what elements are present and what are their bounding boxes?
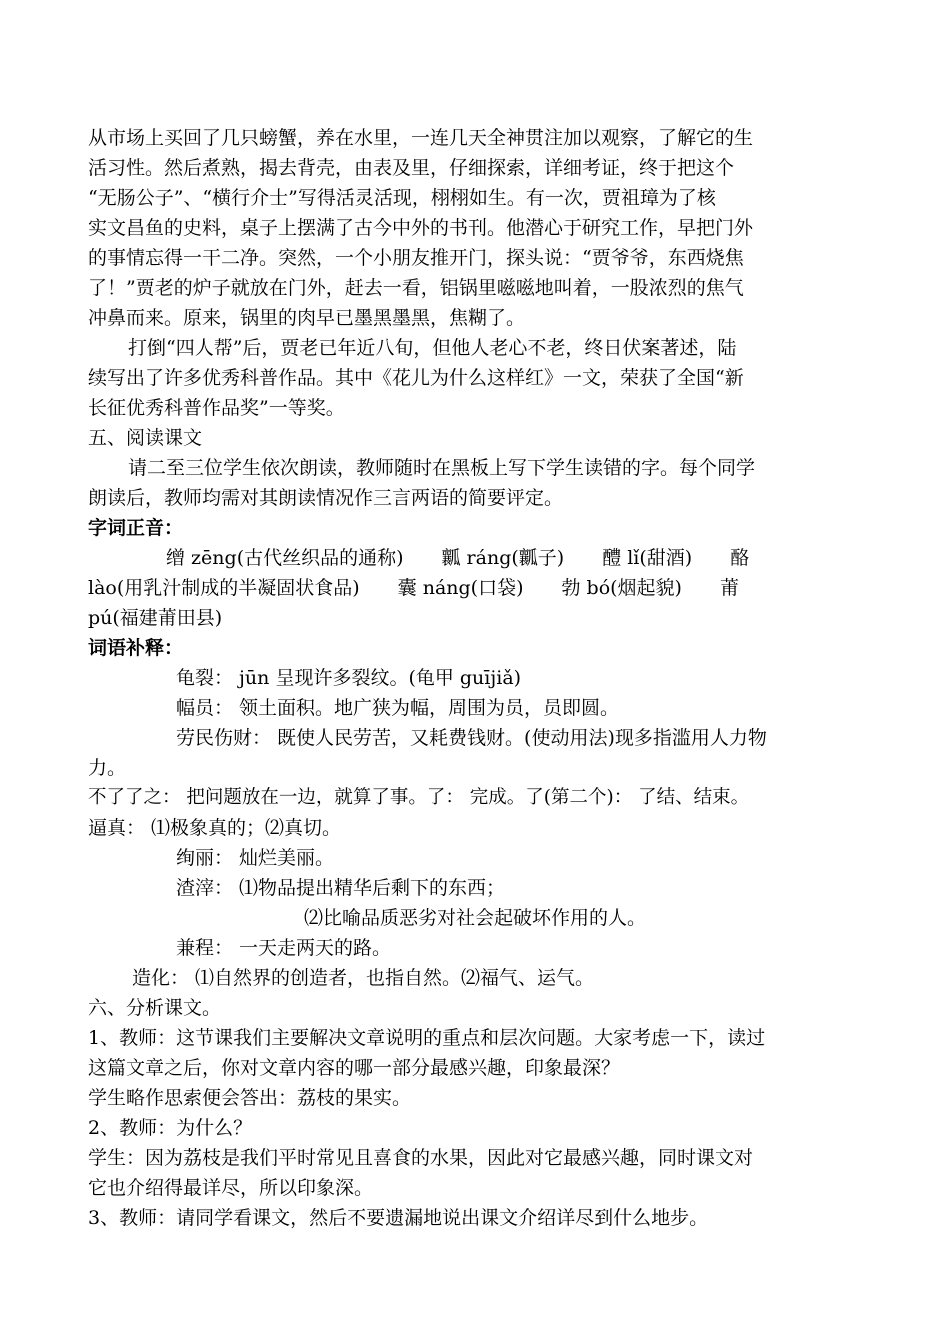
paragraph-line: 冲鼻而来。原来，锅里的肉早已墨黑墨黑，焦糊了。 <box>88 307 526 329</box>
section-heading: 六、分析课文。 <box>88 997 222 1019</box>
subheading-vocabulary: 词语补释： <box>88 637 184 659</box>
section-heading: 五、阅读课文 <box>88 427 203 449</box>
paragraph-line: 从市场上买回了几只螃蟹，养在水里，一连几天全神贯注加以观察，了解它的生 <box>88 127 754 149</box>
paragraph-line: 3、教师：请同学看课文，然后不要遗漏地说出课文介绍详尽到什么地步。 <box>88 1207 709 1229</box>
vocabulary-line: 劳民伤财： 既使人民劳苦，又耗费钱财。(使动用法)现多指滥用人力物 <box>176 727 767 749</box>
vocabulary-line: 力。 <box>88 757 127 779</box>
pronunciation-line: lào(用乳汁制成的半凝固状食品) 囊 náng(口袋) 勃 bó(烟起貌) 莆 <box>88 577 739 599</box>
paragraph-line: 长征优秀科普作品奖”一等奖。 <box>88 397 345 419</box>
paragraph-line: 活习性。然后煮熟，揭去背壳，由表及里，仔细探索，详细考证，终于把这个 <box>88 157 735 179</box>
paragraph-line: 学生：因为荔枝是我们平时常见且喜食的水果，因此对它最感兴趣，同时课文对 <box>88 1147 754 1169</box>
vocabulary-line: 渣滓： ⑴物品提出精华后剩下的东西； <box>176 877 506 899</box>
vocabulary-line: 绚丽： 灿烂美丽。 <box>176 847 335 869</box>
vocabulary-line: 不了了之： 把问题放在一边，就算了事。了： 完成。了(第二个)： 了结、结束。 <box>88 787 750 808</box>
vocabulary-line: 龟裂： jūn 呈现许多裂纹。(龟甲 guījiǎ) <box>176 667 522 689</box>
vocabulary-line: 幅员： 领土面积。地广狭为幅，周围为员，员即圆。 <box>176 697 620 719</box>
pronunciation-line: 缯 zēng(古代丝织品的通称) 瓤 ráng(瓤子) 醴 lǐ(甜酒) 酪 <box>166 547 750 569</box>
paragraph-line: 了！”贾老的炉子就放在门外，赶去一看，铝锅里嗞嗞地叫着，一股浓烈的焦气 <box>88 277 744 299</box>
paragraph-line: 2、教师：为什么？ <box>88 1117 253 1139</box>
paragraph-line: 续写出了许多优秀科普作品。其中《花儿为什么这样红》一文，荣获了全国“新 <box>88 367 744 389</box>
paragraph-line: “无肠公子”、“横行介士”写得活灵活现，栩栩如生。有一次，贾祖璋为了核 <box>88 187 716 209</box>
paragraph-line: 这篇文章之后，你对文章内容的哪一部分最感兴趣，印象最深？ <box>88 1057 621 1079</box>
vocabulary-line: 逼真： ⑴极象真的；⑵真切。 <box>88 817 342 839</box>
paragraph-line: 打倒“四人帮”后，贾老已年近八旬，但他人老心不老，终日伏案著述，陆 <box>128 337 737 359</box>
vocabulary-line: 兼程： 一天走两天的路。 <box>176 937 392 959</box>
paragraph-line: 朗读后，教师均需对其朗读情况作三言两语的简要评定。 <box>88 487 564 509</box>
vocabulary-line: 造化： ⑴自然界的创造者，也指自然。⑵福气、运气。 <box>132 967 595 989</box>
paragraph-line: 请二至三位学生依次朗读，教师随时在黑板上写下学生读错的字。每个同学 <box>128 457 756 479</box>
vocabulary-line: ⑵比喻品质恶劣对社会起破坏作用的人。 <box>304 907 647 929</box>
paragraph-line: 1、教师：这节课我们主要解决文章说明的重点和层次问题。大家考虑一下，读过 <box>88 1027 766 1049</box>
paragraph-line: 的事情忘得一干二净。突然，一个小朋友推开门，探头说：“贾爷爷，东西烧焦 <box>88 247 744 269</box>
pronunciation-line: pú(福建莆田县) <box>88 607 223 629</box>
paragraph-line: 实文昌鱼的史料，桌子上摆满了古今中外的书刊。他潜心于研究工作，早把门外 <box>88 217 754 239</box>
paragraph-line: 学生略作思索便会答出：荔枝的果实。 <box>88 1087 412 1109</box>
subheading-pronunciation: 字词正音： <box>88 517 184 539</box>
paragraph-line: 它也介绍得最详尽，所以印象深。 <box>88 1177 374 1199</box>
